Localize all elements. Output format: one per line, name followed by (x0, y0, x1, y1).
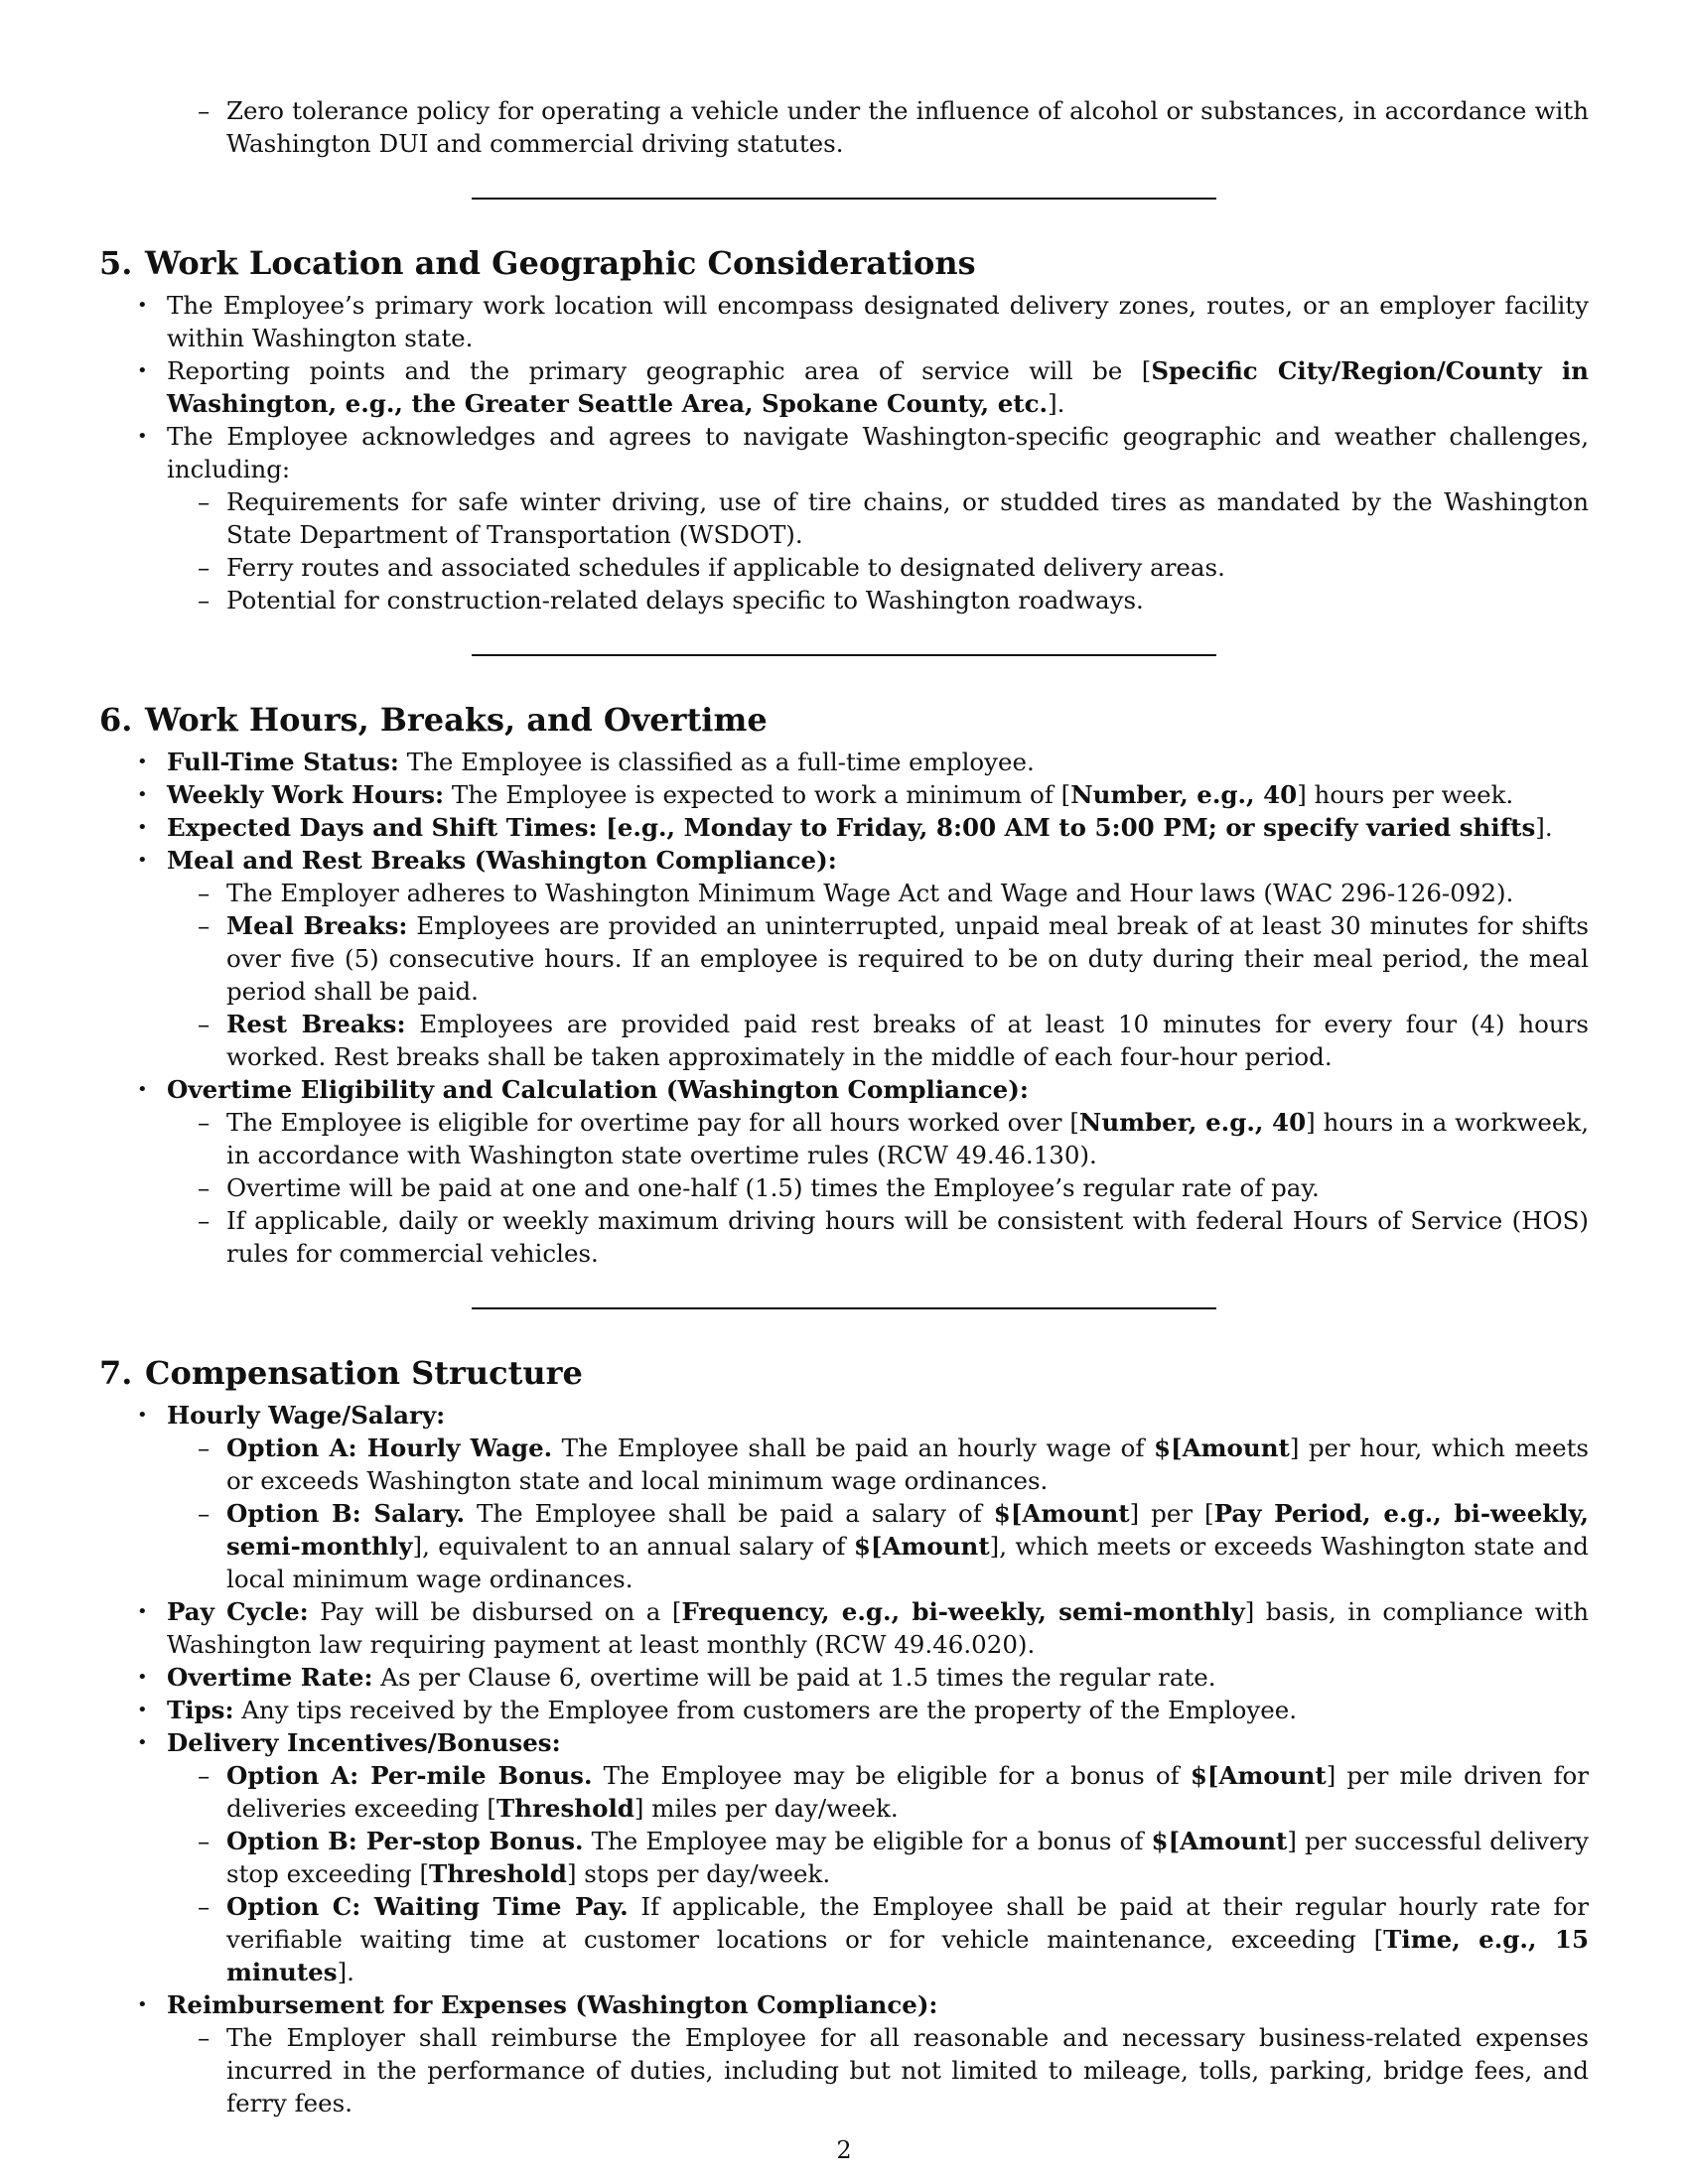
list-item (99, 778, 1589, 811)
list-item (99, 844, 1589, 877)
item-text: ] stops per day/week. (566, 1859, 831, 1888)
bullet-marker: • (137, 295, 148, 316)
item-label: Overtime Eligibility and Calculation (Washington Compliance): (167, 1075, 1029, 1104)
list-item (99, 1759, 1589, 1825)
item-label: Expected Days and Shift Times: (167, 813, 598, 842)
item-label: Option C: Waiting Time Pay. (226, 1892, 629, 1921)
item-text: Employees are provided an uninterrupted, unpaid meal break of at least 30 minutes for shifts over five (5) consecutive hours. If an employee is required to be on duty during their meal period, the meal period shall be paid. (226, 911, 1589, 1006)
bullet-marker: • (137, 1667, 148, 1688)
dash-marker: – (198, 1108, 211, 1137)
item-text: ] per successful delivery stop exceeding [ (226, 1827, 1590, 1888)
bullet-marker: • (137, 1079, 148, 1100)
placeholder-text: Time, e.g., 15 minutes (226, 1925, 1589, 1986)
list-item (99, 1073, 1589, 1106)
item-text: ]. (1535, 813, 1553, 842)
list-item (99, 811, 1589, 844)
section-heading-7 (99, 1353, 1589, 1393)
item-text: Any tips received by the Employee from customers are the property of the Employee. (233, 1696, 1298, 1724)
bullet-marker: • (137, 817, 148, 838)
list-item (99, 1204, 1589, 1270)
list-item (99, 1497, 1589, 1595)
placeholder-text: Specific City/Region/County in Washington, e.g., the Greater Seattle Area, Spokane County, etc. (167, 356, 1589, 418)
item-text: ] miles per day/week. (633, 1794, 899, 1823)
dash-marker: – (198, 911, 211, 940)
list-item (99, 1890, 1589, 1988)
dash-marker: – (198, 586, 211, 614)
item-text: The Employer shall reimburse the Employee for all reasonable and necessary business-related expenses incurred in the performance of duties, including but not limited to mileage, tolls, parking, bridge fees, and ferry fees. (226, 2023, 1589, 2117)
section-number: 6. (99, 701, 133, 739)
item-text: The Employer adheres to Washington Minimum Wage Act and Wage and Hour laws (WAC 296-126-092). (226, 879, 1514, 907)
dash-marker: – (198, 1892, 211, 1921)
placeholder-text: Number, e.g., 40 (1070, 780, 1298, 809)
item-text: Reporting points and the primary geographic area of service will be [ (167, 356, 1152, 385)
bullet-marker: • (137, 1732, 148, 1753)
list-item (99, 2021, 1589, 2119)
placeholder-text: [e.g., Monday to Friday, 8:00 AM to 5:00 PM; or specify varied shifts (597, 813, 1536, 842)
placeholder-text: $[Amount (1151, 1827, 1288, 1855)
list-item (99, 1399, 1589, 1432)
section-divider (472, 1307, 1216, 1309)
bullet-marker: • (137, 1994, 148, 2015)
document-page (99, 94, 1589, 2119)
item-text: Ferry routes and associated schedules if applicable to designated delivery areas. (226, 553, 1225, 582)
item-text: ] per [ (1129, 1499, 1214, 1528)
item-label: Option B: Per-stop Bonus. (226, 1827, 584, 1855)
page-number: 2 (836, 2136, 852, 2164)
list-item (99, 420, 1589, 485)
list-item (99, 584, 1589, 616)
item-text: The Employee shall be paid a salary of (465, 1499, 994, 1528)
item-text: As per Clause 6, overtime will be paid at 1.5 times the regular rate. (372, 1663, 1216, 1692)
item-text: ] hours per week. (1297, 780, 1514, 809)
list-item (99, 746, 1589, 778)
item-text: The Employee is expected to work a minimum of [ (444, 780, 1071, 809)
bullet-marker: • (137, 850, 148, 871)
item-text: Overtime will be paid at one and one-half (1.5) times the Employee’s regular rate of pay. (226, 1173, 1320, 1202)
item-text: The Employee is eligible for overtime pay for all hours worked over [ (226, 1108, 1079, 1137)
list-item (99, 1825, 1589, 1890)
dash-marker: – (198, 879, 211, 907)
dash-marker: – (198, 1206, 211, 1235)
item-text: ]. (337, 1958, 354, 1986)
item-label: Meal Breaks: (226, 911, 408, 940)
item-text: ] per mile driven for deliveries exceeding [ (226, 1761, 1590, 1823)
list-item (99, 1694, 1589, 1726)
list-item (99, 1171, 1589, 1204)
item-label: Option A: Hourly Wage. (226, 1433, 553, 1462)
item-text: The Employee may be eligible for a bonus of (592, 1761, 1191, 1790)
item-text: ] hours in a workweek, in accordance with Washington state overtime rules (RCW 49.46.130). (226, 1108, 1589, 1169)
placeholder-text: $[Amount (1153, 1433, 1290, 1462)
bullet-marker: • (137, 1601, 148, 1622)
dash-marker: – (198, 1827, 211, 1855)
placeholder-text: Pay Period, e.g., bi-weekly, semi-monthly (226, 1499, 1589, 1561)
bullet-marker: • (137, 360, 148, 381)
item-label: Delivery Incentives/Bonuses: (167, 1728, 561, 1757)
placeholder-text: Number, e.g., 40 (1078, 1108, 1307, 1137)
item-text: The Employee may be eligible for a bonus of (583, 1827, 1152, 1855)
item-label: Reimbursement for Expenses (Washington Compliance): (167, 1990, 938, 2019)
list-item (99, 909, 1589, 1008)
dash-marker: – (198, 1433, 211, 1462)
list-item (99, 354, 1589, 420)
bullet-marker: • (137, 1405, 148, 1426)
item-label: Option A: Per-mile Bonus. (226, 1761, 593, 1790)
list-item (99, 485, 1589, 551)
section-number: 5. (99, 244, 133, 282)
placeholder-text: Threshold (495, 1794, 634, 1823)
item-text: Potential for construction-related delays specific to Washington roadways. (226, 586, 1144, 614)
item-text: Zero tolerance policy for operating a vehicle under the influence of alcohol or substances, in accordance with Washington DUI and commercial driving statutes. (226, 96, 1589, 158)
placeholder-text: Threshold (429, 1859, 567, 1888)
section-number: 7. (99, 1354, 133, 1392)
list-item (99, 1988, 1589, 2021)
item-text: Employees are provided paid rest breaks of at least 10 minutes for every four (4) hours worked. Rest breaks shall be taken approximately in the middle of each four-hour period. (226, 1010, 1589, 1071)
dash-marker: – (198, 2023, 211, 2052)
placeholder-text: $[Amount (853, 1532, 990, 1561)
item-text: The Employee is classified as a full-time employee. (398, 748, 1035, 776)
bullet-marker: • (137, 784, 148, 805)
list-item (99, 1661, 1589, 1694)
placeholder-text: Frequency, e.g., bi-weekly, semi-monthly (681, 1597, 1245, 1626)
item-text: The Employee acknowledges and agrees to navigate Washington-specific geographic and weather challenges, including: (167, 422, 1589, 483)
item-text: The Employee’s primary work location will encompass designated delivery zones, routes, or an employer facility within Washington state. (167, 291, 1589, 352)
section-heading-5 (99, 243, 1589, 283)
item-label: Meal and Rest Breaks (Washington Compliance): (167, 846, 837, 875)
item-label: Hourly Wage/Salary: (167, 1401, 446, 1430)
dash-marker: – (198, 487, 211, 516)
dash-marker: – (198, 1499, 211, 1528)
item-text: The Employee shall be paid an hourly wage of (552, 1433, 1154, 1462)
item-text: If applicable, the Employee shall be paid at their regular hourly rate for verifiable waiting time at customer locations or for vehicle maintenance, exceeding [ (226, 1892, 1589, 1954)
section-divider (472, 654, 1216, 656)
item-text: ] per hour, which meets or exceeds Washington state and local minimum wage ordinances. (226, 1433, 1589, 1495)
dash-marker: – (198, 96, 211, 125)
item-text: ], which meets or exceeds Washington state and local minimum wage ordinances. (226, 1532, 1589, 1593)
list-item (99, 289, 1589, 354)
item-text: ], equivalent to an annual salary of (412, 1532, 854, 1561)
list-item (99, 1106, 1589, 1171)
dash-marker: – (198, 1010, 211, 1038)
list-item (99, 1008, 1589, 1073)
item-text: Pay will be disbursed on a [ (308, 1597, 682, 1626)
bullet-marker: • (137, 1700, 148, 1720)
item-label: Tips: (167, 1696, 234, 1724)
section-title: Work Location and Geographic Considerations (145, 244, 976, 282)
list-item (99, 551, 1589, 584)
item-text: ] basis, in compliance with Washington law requiring payment at least monthly (RCW 49.46.020). (167, 1597, 1590, 1659)
list-item (99, 877, 1589, 909)
placeholder-text: $[Amount (1190, 1761, 1327, 1790)
item-text: Requirements for safe winter driving, use of tire chains, or studded tires as mandated by the Washington State Department of Transportation (WSDOT). (226, 487, 1589, 549)
list-item (99, 1432, 1589, 1497)
section-title: Work Hours, Breaks, and Overtime (145, 701, 768, 739)
item-text: If applicable, daily or weekly maximum driving hours will be consistent with federal Hours of Service (HOS) rules for commercial vehicles. (226, 1206, 1589, 1268)
item-label: Pay Cycle: (167, 1597, 309, 1626)
item-label: Option B: Salary. (226, 1499, 466, 1528)
dash-marker: – (198, 553, 211, 582)
list-item (99, 1595, 1589, 1661)
dash-marker: – (198, 1173, 211, 1202)
dash-marker: – (198, 1761, 211, 1790)
section-title: Compensation Structure (145, 1354, 583, 1392)
item-label: Rest Breaks: (226, 1010, 406, 1038)
section-divider (472, 198, 1216, 200)
list-item (99, 1726, 1589, 1759)
item-label: Weekly Work Hours: (167, 780, 445, 809)
placeholder-text: $[Amount (993, 1499, 1130, 1528)
bullet-marker: • (137, 751, 148, 772)
item-label: Overtime Rate: (167, 1663, 373, 1692)
bullet-marker: • (137, 426, 148, 447)
section-heading-6 (99, 700, 1589, 740)
item-text: ]. (1048, 389, 1065, 418)
list-item (99, 94, 1589, 160)
item-label: Full-Time Status: (167, 748, 399, 776)
